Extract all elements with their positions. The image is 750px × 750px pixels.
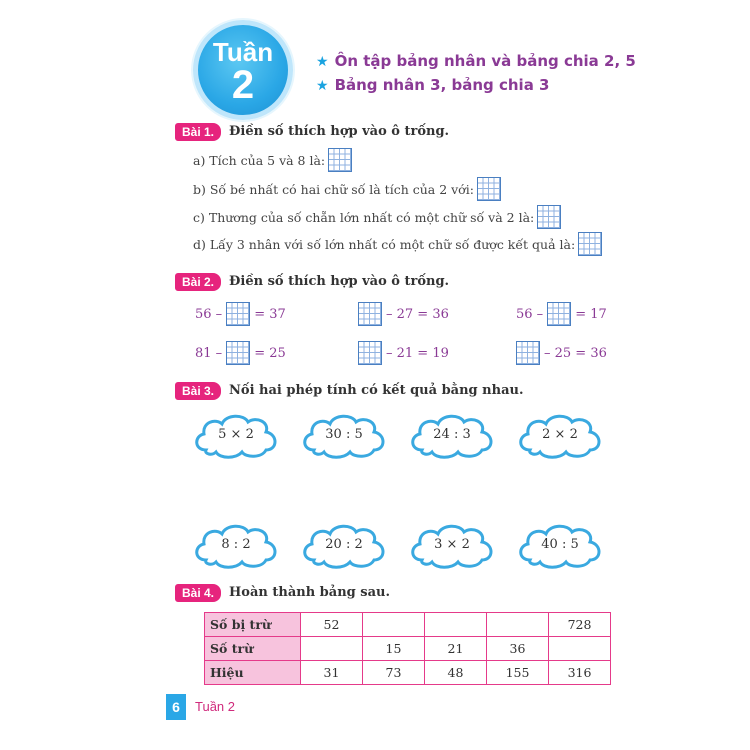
bai1-item-d [193,232,602,256]
cloud-top-4[interactable] [516,412,604,460]
cloud-text: 2 × 2 [542,427,578,442]
cloud-top-3[interactable] [408,412,496,460]
answer-box[interactable] [516,341,540,365]
cloud-text: 20 : 2 [325,537,363,552]
bai1-item-b [193,177,501,201]
topic-1-text: Ôn tập bảng nhân và bảng chia 2, 5 [334,52,636,70]
bai1-item-d-text: d) Lấy 3 nhân với số lớn nhất có một chữ số được kết quả là: [193,236,576,252]
expr-after: = 17 [575,306,607,322]
bai1-heading [175,122,449,141]
bai1-item-b-text: b) Số bé nhất có hai chữ số là tích của 2 với: [193,181,474,197]
expr-before: 56 – [516,306,544,322]
cloud-text: 24 : 3 [433,427,471,442]
answer-box[interactable] [358,302,382,326]
table-cell[interactable] [301,637,363,661]
answer-box[interactable] [226,341,250,365]
table-cell: 728 [549,613,611,637]
cloud-bottom-1[interactable] [192,522,280,570]
expr-after: – 21 = 19 [386,345,449,361]
bai2-label: Bài 2. [175,273,221,291]
row-head: Hiệu [205,661,301,685]
week-badge-word: Tuần [212,37,274,67]
bai3-label: Bài 3. [175,382,221,400]
table-cell: 21 [425,637,487,661]
bai1-label: Bài 1. [175,123,221,141]
week-badge [193,20,293,120]
bai1-item-c-text: c) Thương của số chẵn lớn nhất có một chữ số và 2 là: [193,209,535,225]
cloud-bottom-2[interactable] [300,522,388,570]
topic-2 [316,76,549,94]
cloud-text: 5 × 2 [218,427,254,442]
cloud-bottom-4[interactable] [516,522,604,570]
bai2-expr-5 [358,341,449,365]
cloud-text: 3 × 2 [434,537,470,552]
bai2-expr-1 [195,302,286,326]
table-cell: 31 [301,661,363,685]
answer-box[interactable] [537,205,561,229]
expr-after: = 37 [254,306,286,322]
table-cell[interactable] [487,613,549,637]
answer-box[interactable] [578,232,602,256]
bai1-title: Điền số thích hợp vào ô trống. [229,124,450,139]
table-cell: 36 [487,637,549,661]
row-head: Số trừ [205,637,301,661]
footer-week-label: Tuần 2 [195,699,235,714]
cloud-text: 40 : 5 [541,537,579,552]
bai2-expr-4 [195,341,286,365]
topic-1 [316,52,636,70]
cloud-bottom-3[interactable] [408,522,496,570]
table-row [205,613,611,637]
week-badge-number: 2 [231,63,255,107]
cloud-text: 8 : 2 [221,537,251,552]
expr-after: – 27 = 36 [386,306,449,322]
bai1-item-c [193,205,561,229]
bai2-expr-2 [358,302,449,326]
star-icon: ★ [316,78,329,94]
bai1-item-a [193,148,352,172]
bai4-label: Bài 4. [175,584,221,602]
table-row [205,661,611,685]
page-number: 6 [166,694,186,720]
bai4-title: Hoàn thành bảng sau. [229,585,390,600]
expr-before: 81 – [195,345,223,361]
topic-2-text: Bảng nhân 3, bảng chia 3 [334,76,550,94]
row-head: Số bị trừ [205,613,301,637]
bai4-table [204,612,611,685]
answer-box[interactable] [477,177,501,201]
cloud-top-2[interactable] [300,412,388,460]
bai4-heading [175,583,390,602]
table-cell: 73 [363,661,425,685]
cloud-top-1[interactable] [192,412,280,460]
table-cell[interactable] [549,637,611,661]
star-icon: ★ [316,54,329,70]
table-cell: 316 [549,661,611,685]
table-row [205,637,611,661]
expr-after: – 25 = 36 [544,345,607,361]
expr-before: 56 – [195,306,223,322]
bai2-expr-6 [516,341,607,365]
bai2-title: Điền số thích hợp vào ô trống. [229,274,450,289]
answer-box[interactable] [547,302,571,326]
table-cell[interactable] [425,613,487,637]
expr-after: = 25 [254,345,286,361]
bai2-heading [175,272,449,291]
answer-box[interactable] [226,302,250,326]
bai3-title: Nối hai phép tính có kết quả bằng nhau. [229,383,524,398]
answer-box[interactable] [358,341,382,365]
table-cell: 15 [363,637,425,661]
table-cell: 155 [487,661,549,685]
cloud-text: 30 : 5 [325,427,363,442]
bai1-item-a-text: a) Tích của 5 và 8 là: [193,152,326,168]
table-cell: 52 [301,613,363,637]
bai3-heading [175,381,523,400]
answer-box[interactable] [328,148,352,172]
table-cell[interactable] [363,613,425,637]
table-cell: 48 [425,661,487,685]
bai2-expr-3 [516,302,607,326]
